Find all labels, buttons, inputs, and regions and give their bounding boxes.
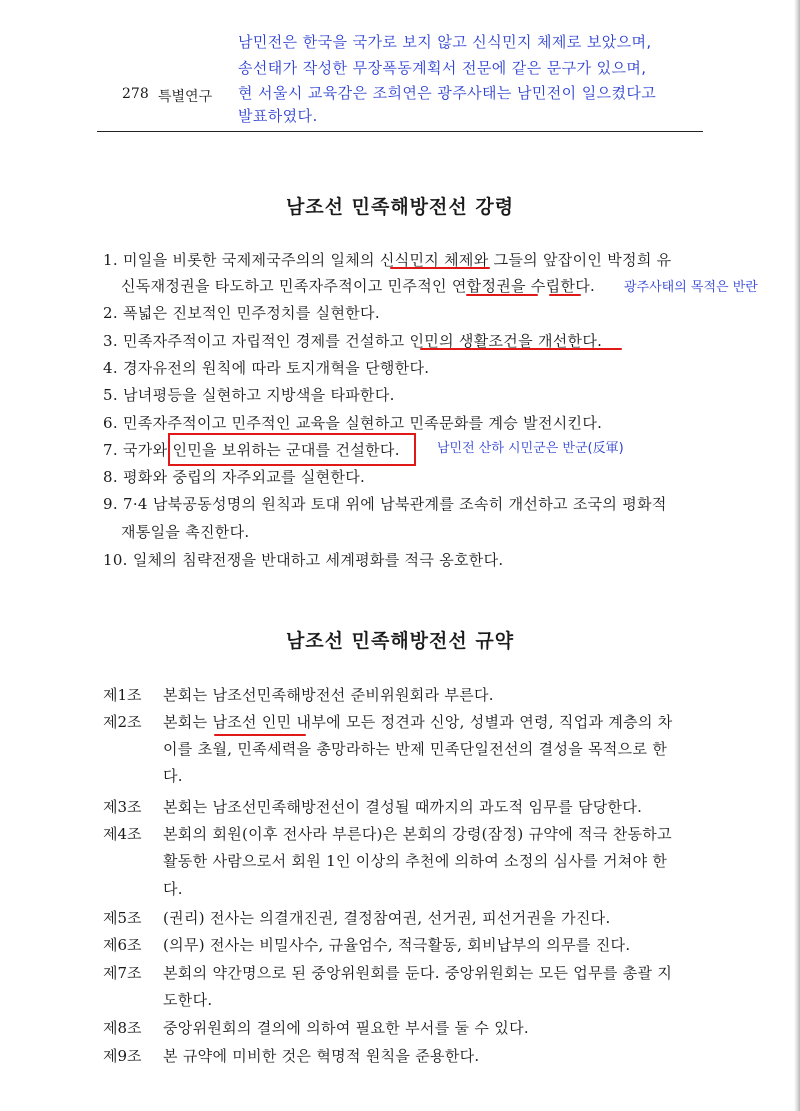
item-text: 국가와 인민을 보위하는 군대를 건설한다. [123, 441, 400, 459]
article-label: 제6조 [103, 936, 142, 954]
item-number: 4. [103, 359, 118, 377]
article-text: 본회는 남조선민족해방전선 준비위원회라 부른다. [163, 686, 494, 704]
article-text: 도한다. [163, 991, 213, 1009]
red-highlight-box [168, 433, 416, 466]
scan-edge-shadow [794, 0, 800, 1111]
article-text: 본회는 남조선민족해방전선이 결성될 때까지의 과도적 임무를 담당한다. [163, 798, 643, 816]
article-label: 제7조 [103, 964, 142, 982]
red-underline [466, 294, 538, 296]
item-number: 6. [103, 414, 118, 432]
article-text: 활동한 사람으로서 회원 1인 이상의 추천에 의하여 소정의 심사를 거쳐야 한 [163, 852, 668, 870]
program-item-continuation: 신독재정권을 타도하고 민족자주적이고 민주적인 연합정권을 수립한다. [121, 277, 596, 295]
item-text: 평화와 중립의 자주외교를 실현한다. [123, 468, 366, 486]
article-label: 제9조 [103, 1047, 142, 1065]
article-label: 제3조 [103, 798, 142, 816]
article-label: 제5조 [103, 909, 142, 927]
item-text: 민족자주적이고 자립적인 경제를 건설하고 인민의 생활조건을 개선한다. [123, 332, 603, 350]
page-section: 특별연구 [158, 89, 213, 105]
program-item [103, 384, 395, 405]
item-text: 경자유전의 원칙에 따라 토지개혁을 단행한다. [123, 359, 430, 377]
article-label: 제8조 [103, 1019, 142, 1037]
article-label: 제4조 [103, 825, 142, 843]
program-item [103, 412, 602, 433]
page-number: 278 [122, 86, 149, 102]
article-text: 다. [163, 880, 183, 898]
program-item [103, 493, 667, 514]
article-text: 본 규약에 미비한 것은 혁명적 원칙을 준용한다. [163, 1047, 480, 1065]
item-text: 민족자주적이고 민주적인 교육을 실현하고 민족문화를 계승 발전시킨다. [123, 414, 603, 432]
item-number: 7. [103, 441, 118, 459]
rules-title: 남조선 민족해방전선 규약 [285, 630, 515, 652]
item-number: 10. [103, 551, 128, 569]
article-text: 다. [163, 767, 183, 785]
program-title: 남조선 민족해방전선 강령 [285, 196, 515, 218]
item-text: 남녀평등을 실현하고 지방색을 타파한다. [123, 386, 395, 404]
handwritten-note-line: 발표하였다. [238, 107, 318, 125]
item-number: 1. [103, 251, 118, 269]
program-item [103, 357, 429, 378]
program-item-continuation: 재통일을 촉진한다. [121, 523, 250, 541]
article-text: 본회의 약간명으로 된 중앙위원회를 둔다. 중앙위원회는 모든 업무를 총괄 지 [163, 964, 673, 982]
item-number: 3. [103, 332, 118, 350]
item-text: 폭넓은 진보적인 민주정치를 실현한다. [123, 304, 380, 322]
item-number: 9. [103, 495, 118, 513]
red-underline [549, 294, 581, 296]
program-item [103, 302, 380, 323]
red-underline [420, 348, 622, 350]
article-text: 본회는 남조선 인민 내부에 모든 정견과 신앙, 성별과 연령, 직업과 계층의 차 [163, 713, 673, 731]
item-text: 미일을 비롯한 국제제국주의의 일체의 신식민지 체제와 그들의 앞잡이인 박정희 유 [123, 251, 672, 269]
article-text: 중앙위원회의 결의에 의하여 필요한 부서를 둘 수 있다. [163, 1019, 529, 1037]
handwritten-note-line: 남민전은 한국을 국가로 보지 않고 신식민지 체제로 보았으며, [238, 33, 652, 51]
program-item [103, 549, 503, 570]
annotation-item-7: 남민전 산하 시민군은 반군(反軍) [437, 441, 624, 456]
item-text: 일체의 침략전쟁을 반대하고 세계평화를 적극 옹호한다. [132, 551, 504, 569]
article-label: 제1조 [103, 686, 142, 704]
article-text: (의무) 전사는 비밀사수, 규율엄수, 적극활동, 회비납부의 의무를 진다. [163, 936, 631, 954]
header-rule [97, 131, 703, 132]
handwritten-note-line: 송선태가 작성한 무장폭동계획서 전문에 같은 문구가 있으며, [238, 59, 647, 77]
red-underline [214, 734, 306, 736]
annotation-item-1: 광주사태의 목적은 반란 [624, 280, 758, 295]
handwritten-note-line: 현 서울시 교육감은 조희연은 광주사태는 남민전이 일으켰다고 [238, 84, 657, 102]
item-text: 7·4 남북공동성명의 원칙과 토대 위에 남북관계를 조속히 개선하고 조국의 평화적 [123, 495, 667, 513]
item-number: 8. [103, 468, 118, 486]
article-text: 본회의 회원(이후 전사라 부른다)은 본회의 강령(잠정) 규약에 적극 찬동하고 [163, 825, 672, 843]
article-label: 제2조 [103, 713, 142, 731]
program-item [103, 249, 671, 270]
article-text: (권리) 전사는 의결개진권, 결정참여권, 선거권, 피선거권을 가진다. [163, 909, 611, 927]
article-text: 이를 초월, 민족세력을 총망라하는 반제 민족단일전선의 결성을 목적으로 한 [163, 740, 668, 758]
item-number: 2. [103, 304, 118, 322]
item-number: 5. [103, 386, 118, 404]
red-underline [390, 267, 490, 269]
program-item [103, 466, 365, 487]
